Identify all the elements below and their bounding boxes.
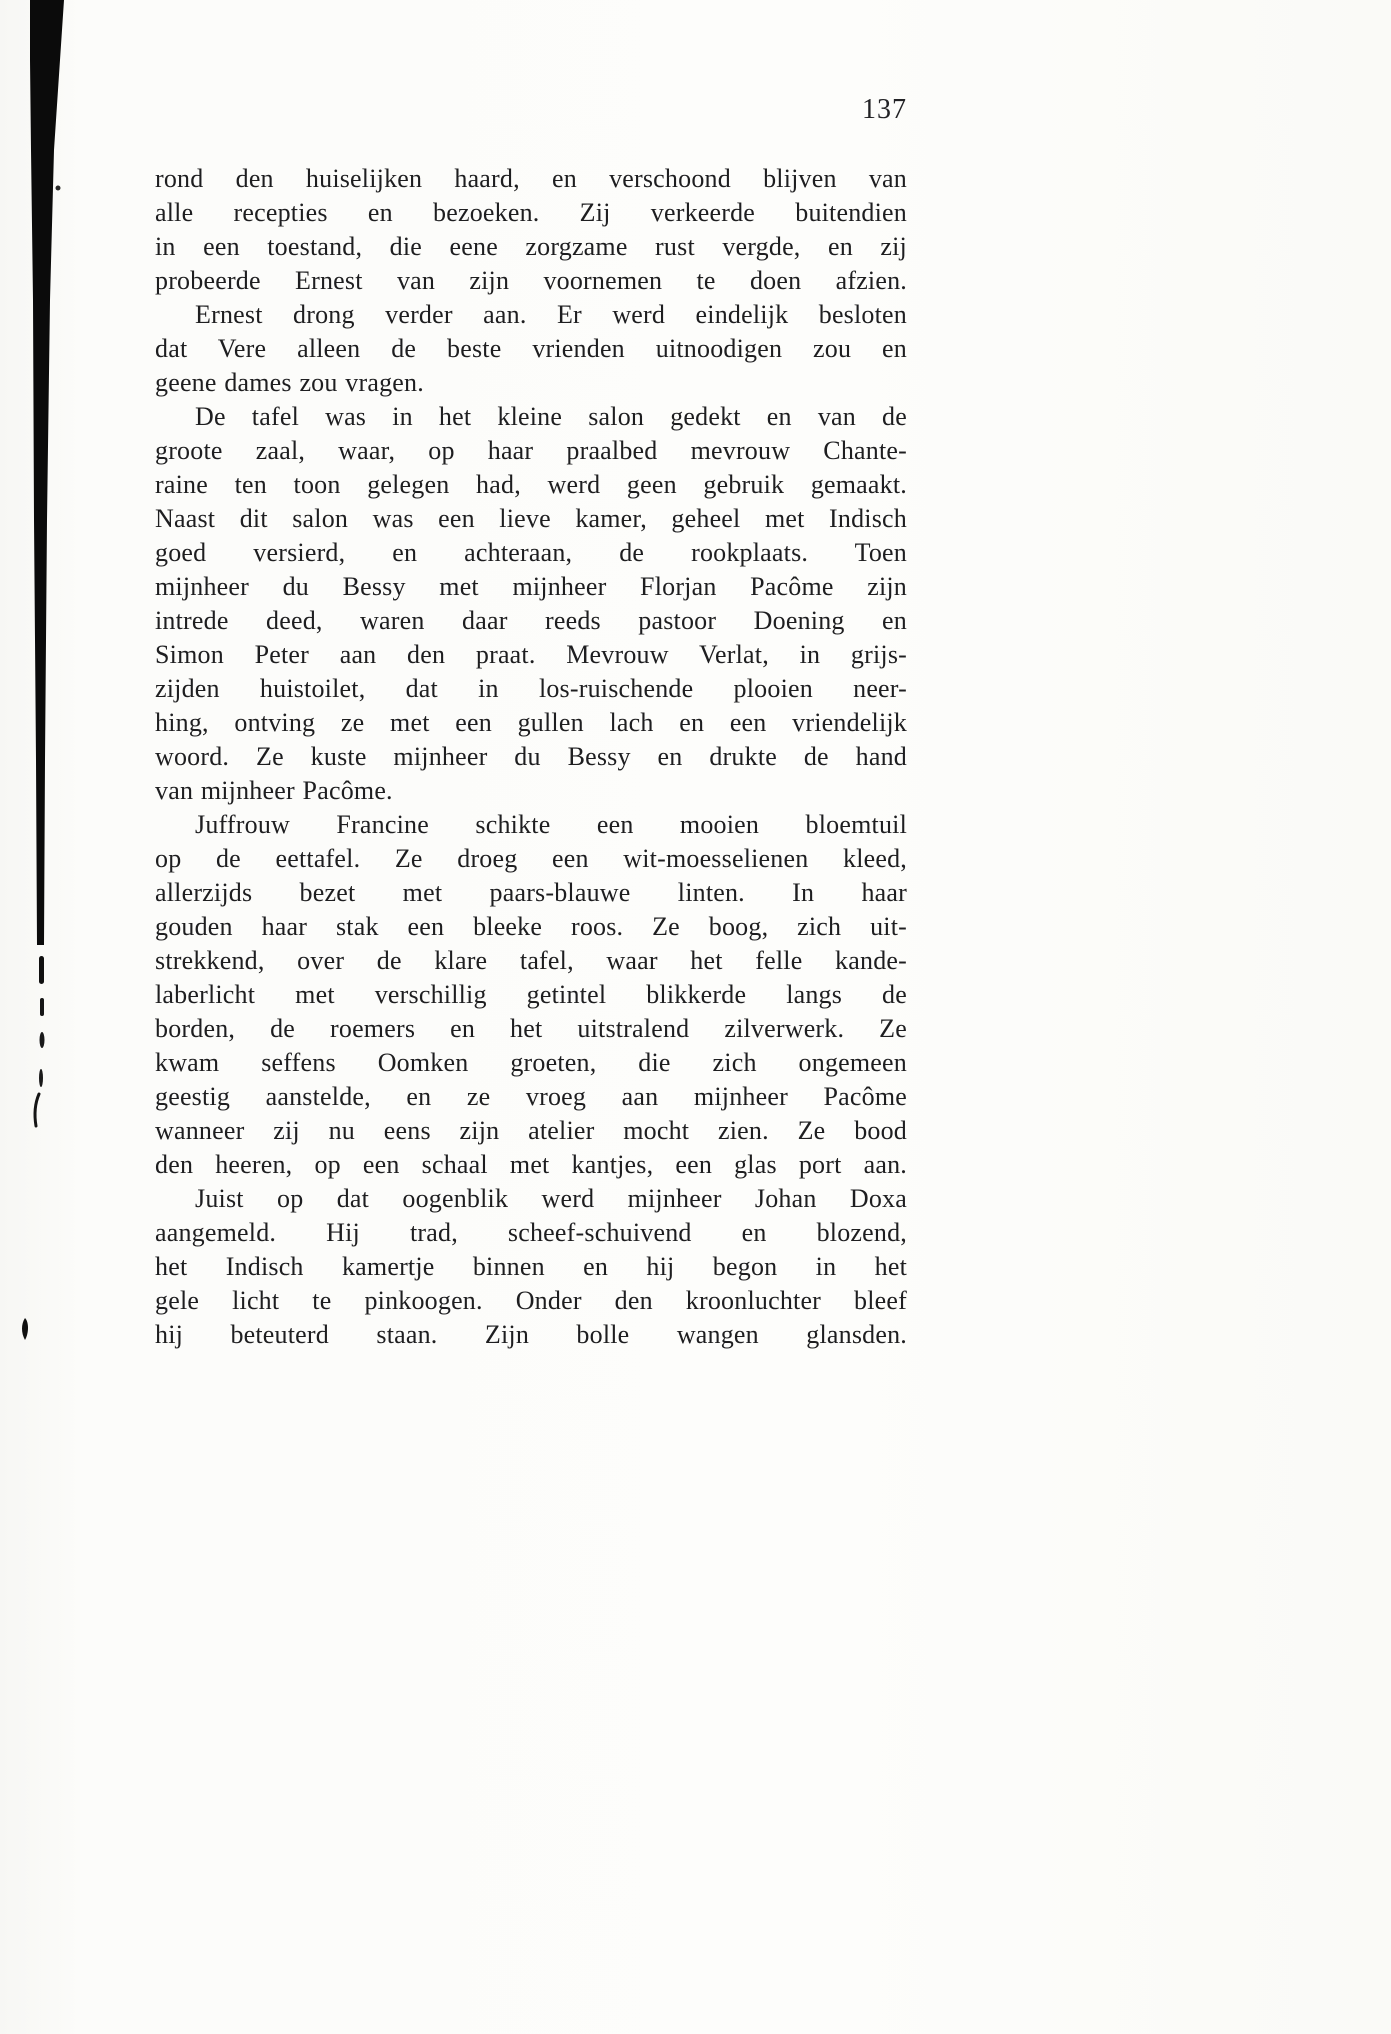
text-line: rond den huiselijken haard, en verschoond blijven van	[155, 164, 907, 193]
text-line: Juist op dat oogenblik werd mijnheer Johan Doxa	[195, 1184, 907, 1213]
binding-ink-marks	[0, 0, 100, 1400]
text-line: borden, de roemers en het uitstralend zilverwerk. Ze	[155, 1014, 907, 1043]
text-line: hij beteuterd staan. Zijn bolle wangen glansden.	[155, 1320, 907, 1349]
ink-speck	[39, 1069, 43, 1087]
text-line: het Indisch kamertje binnen en hij begon in het	[155, 1252, 907, 1281]
text-line: gouden haar stak een bleeke roos. Ze boog, zich uit-	[155, 912, 907, 941]
text-line: geene dames zou vragen.	[155, 368, 424, 397]
text-line: wanneer zij nu eens zijn atelier mocht zien. Ze bood	[155, 1116, 907, 1145]
paragraph	[155, 298, 907, 400]
text-line: aangemeld. Hij trad, scheef-schuivend en blozend,	[155, 1218, 907, 1247]
paragraph	[155, 400, 907, 808]
text-line: woord. Ze kuste mijnheer du Bessy en drukte de hand	[155, 742, 907, 771]
text-line: gele licht te pinkoogen. Onder den kroonluchter bleef	[155, 1286, 907, 1315]
text-line: van mijnheer Pacôme.	[155, 776, 393, 805]
text-line: allerzijds bezet met paars-blauwe linten. In haar	[155, 878, 907, 907]
paragraph	[155, 162, 907, 298]
ink-mark	[30, 0, 64, 945]
text-line: alle recepties en bezoeken. Zij verkeerde buitendien	[155, 198, 907, 227]
text-line: op de eettafel. Ze droeg een wit-moesselienen kleed,	[155, 844, 907, 873]
text-line: raine ten toon gelegen had, werd geen gebruik gemaakt.	[155, 470, 907, 499]
text-line: strekkend, over de klare tafel, waar het felle kande-	[155, 946, 907, 975]
text-block	[155, 162, 907, 1352]
text-line: den heeren, op een schaal met kantjes, een glas port aan.	[155, 1150, 907, 1179]
text-line: Ernest drong verder aan. Er werd eindelijk besloten	[195, 300, 907, 329]
ink-mark	[40, 998, 44, 1016]
text-line: in een toestand, die eene zorgzame rust vergde, en zij	[155, 232, 907, 261]
text-line: Simon Peter aan den praat. Mevrouw Verlat, in grijs-	[155, 640, 907, 669]
text-line: intrede deed, waren daar reeds pastoor Doening en	[155, 606, 907, 635]
text-line: De tafel was in het kleine salon gedekt en van de	[195, 402, 907, 431]
text-line: Juffrouw Francine schikte een mooien bloemtuil	[195, 810, 907, 839]
ink-mark	[35, 1094, 39, 1126]
text-line: hing, ontving ze met een gullen lach en een vriendelijk	[155, 708, 907, 737]
ink-mark	[39, 956, 44, 984]
text-line: Naast dit salon was een lieve kamer, geheel met Indisch	[155, 504, 907, 533]
paragraph	[155, 1182, 907, 1352]
text-line: dat Vere alleen de beste vrienden uitnoodigen zou en	[155, 334, 907, 363]
text-line: probeerde Ernest van zijn voornemen te doen afzien.	[155, 266, 907, 295]
ink-mark	[22, 1318, 28, 1340]
ink-speck	[40, 1032, 45, 1048]
ink-speck	[56, 186, 61, 191]
text-line: kwam seffens Oomken groeten, die zich ongemeen	[155, 1048, 907, 1077]
text-line: laberlicht met verschillig getintel blikkerde langs de	[155, 980, 907, 1009]
text-line: goed versierd, en achteraan, de rookplaats. Toen	[155, 538, 907, 567]
text-line: zijden huistoilet, dat in los-ruischende plooien neer-	[155, 674, 907, 703]
paragraph	[155, 808, 907, 1182]
text-line: mijnheer du Bessy met mijnheer Florjan Pacôme zijn	[155, 572, 907, 601]
page-number: 137	[862, 94, 907, 125]
text-line: groote zaal, waar, op haar praalbed mevrouw Chante-	[155, 436, 907, 465]
text-line: geestig aanstelde, en ze vroeg aan mijnheer Pacôme	[155, 1082, 907, 1111]
